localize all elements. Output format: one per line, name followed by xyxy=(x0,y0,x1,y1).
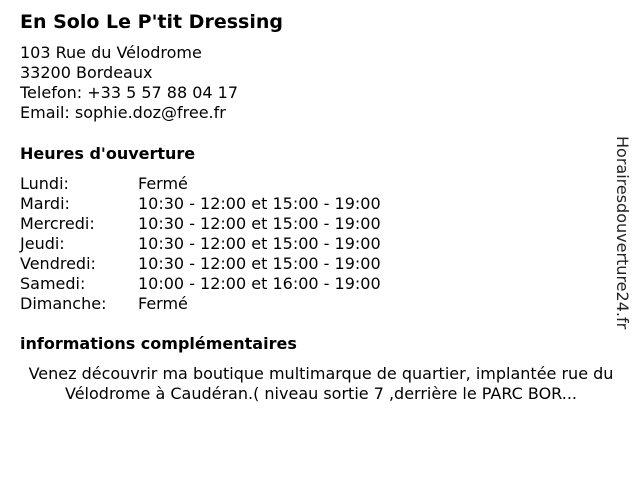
hours-row-sunday xyxy=(20,294,381,314)
business-description: Venez découvrir ma boutique multimarque de quartier, implantée rue du Vélodrome à Caudéran.( niveau sortie 7 ,derrière le PARC BOR... xyxy=(28,364,614,403)
day-label: Jeudi: xyxy=(20,234,65,253)
hours-row-saturday xyxy=(20,274,381,294)
address-street: 103 Rue du Vélodrome xyxy=(20,43,202,62)
day-label: Dimanche: xyxy=(20,294,107,313)
business-name: En Solo Le P'tit Dressing xyxy=(20,11,283,33)
time-value: 10:30 - 12:00 et 15:00 - 19:00 xyxy=(138,254,381,273)
hours-row-wednesday xyxy=(20,214,381,234)
contact-block xyxy=(20,43,238,123)
hours-heading: Heures d'ouverture xyxy=(20,144,196,163)
day-label: Mercredi: xyxy=(20,214,95,233)
hours-row-thursday xyxy=(20,234,381,254)
time-value: 10:30 - 12:00 et 15:00 - 19:00 xyxy=(138,214,381,233)
hours-row-monday xyxy=(20,174,381,194)
hours-row-friday xyxy=(20,254,381,274)
time-value: 10:30 - 12:00 et 15:00 - 19:00 xyxy=(138,234,381,253)
day-label: Vendredi: xyxy=(20,254,96,273)
site-watermark: Horairesdouverture24.fr xyxy=(613,136,632,330)
day-label: Lundi: xyxy=(20,174,69,193)
time-value: 10:30 - 12:00 et 15:00 - 19:00 xyxy=(138,194,381,213)
hours-row-tuesday xyxy=(20,194,381,214)
hours-table xyxy=(20,174,381,314)
time-value: 10:00 - 12:00 et 16:00 - 19:00 xyxy=(138,274,381,293)
day-label: Samedi: xyxy=(20,274,86,293)
phone-number[interactable]: Telefon: +33 5 57 88 04 17 xyxy=(20,83,239,102)
day-label: Mardi: xyxy=(20,194,70,213)
email-address[interactable]: Email: sophie.doz@free.fr xyxy=(20,103,226,122)
info-heading: informations complémentaires xyxy=(20,334,297,353)
address-postal-city: 33200 Bordeaux xyxy=(20,63,153,82)
time-value: Fermé xyxy=(138,294,188,313)
time-value: Fermé xyxy=(138,174,188,193)
